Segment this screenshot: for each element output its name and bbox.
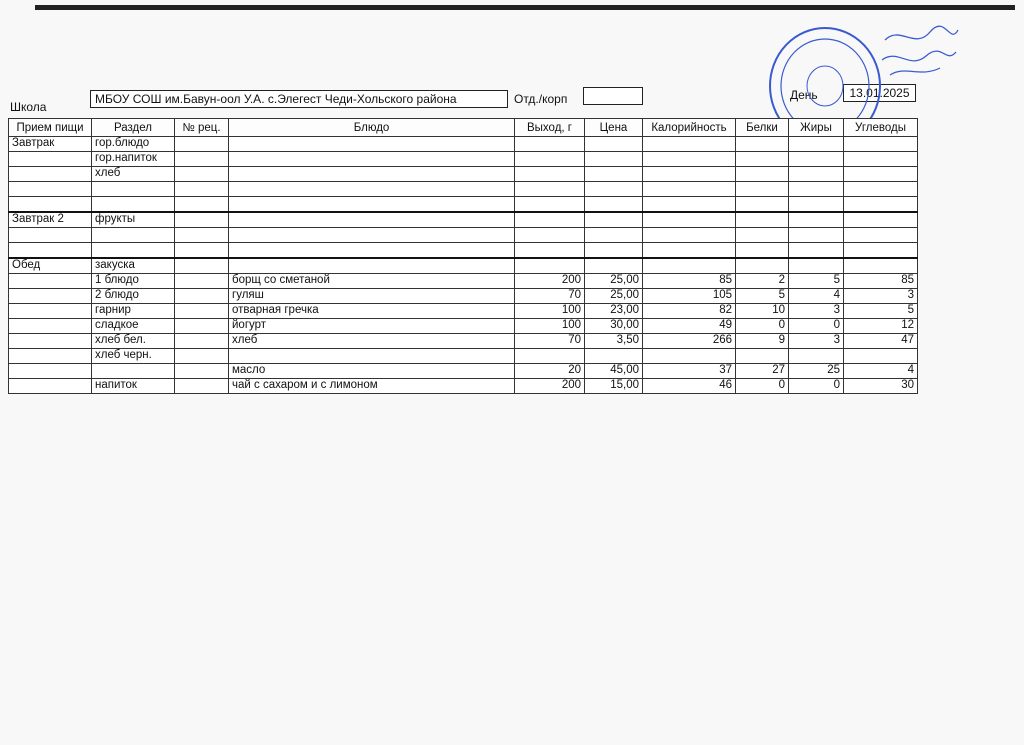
cell-meal [9, 182, 92, 197]
cell-meal [9, 274, 92, 289]
cell-price [585, 167, 643, 182]
cell-out: 70 [515, 289, 585, 304]
cell-cal: 37 [643, 364, 736, 379]
cell-rec [175, 364, 229, 379]
cell-meal [9, 319, 92, 334]
col-section: Раздел [92, 119, 175, 137]
table-row [9, 197, 918, 213]
cell-section: гор.напиток [92, 152, 175, 167]
cell-dish [229, 197, 515, 213]
cell-cal: 105 [643, 289, 736, 304]
menu-table [8, 118, 918, 394]
cell-prot: 27 [736, 364, 789, 379]
cell-section [92, 182, 175, 197]
cell-fat [789, 243, 844, 259]
signature-icon [880, 20, 960, 80]
cell-fat [789, 167, 844, 182]
cell-out [515, 167, 585, 182]
cell-price [585, 197, 643, 213]
cell-carb [844, 137, 918, 152]
cell-dish [229, 212, 515, 228]
cell-out: 100 [515, 319, 585, 334]
cell-fat: 5 [789, 274, 844, 289]
cell-carb [844, 212, 918, 228]
cell-rec [175, 152, 229, 167]
cell-cal [643, 197, 736, 213]
cell-cal [643, 228, 736, 243]
cell-prot [736, 182, 789, 197]
cell-dish: йогурт [229, 319, 515, 334]
table-row [9, 364, 918, 379]
scan-top-edge [35, 5, 1015, 10]
table-row [9, 289, 918, 304]
cell-rec [175, 243, 229, 259]
cell-out [515, 349, 585, 364]
cell-dish [229, 228, 515, 243]
cell-prot [736, 167, 789, 182]
table-row [9, 137, 918, 152]
cell-section: напиток [92, 379, 175, 394]
cell-fat: 3 [789, 304, 844, 319]
cell-price: 25,00 [585, 274, 643, 289]
cell-price: 25,00 [585, 289, 643, 304]
cell-fat [789, 228, 844, 243]
cell-meal [9, 379, 92, 394]
cell-dish [229, 152, 515, 167]
cell-cal [643, 182, 736, 197]
table-row [9, 167, 918, 182]
cell-carb [844, 152, 918, 167]
cell-prot: 0 [736, 379, 789, 394]
cell-carb: 12 [844, 319, 918, 334]
table-row [9, 228, 918, 243]
cell-cal: 85 [643, 274, 736, 289]
cell-carb [844, 243, 918, 259]
cell-fat [789, 349, 844, 364]
cell-prot [736, 212, 789, 228]
cell-prot: 0 [736, 319, 789, 334]
cell-meal: Завтрак [9, 137, 92, 152]
cell-meal [9, 304, 92, 319]
school-name-field: МБОУ СОШ им.Бавун-оол У.А. с.Элегест Чеди-Хольского района [90, 90, 508, 108]
cell-out [515, 197, 585, 213]
cell-section: 2 блюдо [92, 289, 175, 304]
cell-rec [175, 228, 229, 243]
cell-fat [789, 258, 844, 274]
col-meal: Прием пищи [9, 119, 92, 137]
cell-out: 70 [515, 334, 585, 349]
table-row [9, 319, 918, 334]
cell-rec [175, 334, 229, 349]
cell-meal [9, 228, 92, 243]
cell-section: хлеб [92, 167, 175, 182]
cell-out [515, 152, 585, 167]
cell-carb: 3 [844, 289, 918, 304]
table-row [9, 304, 918, 319]
day-label: День [790, 88, 818, 102]
cell-rec [175, 197, 229, 213]
cell-carb: 30 [844, 379, 918, 394]
col-calories: Калорийность [643, 119, 736, 137]
cell-dish [229, 182, 515, 197]
cell-price [585, 182, 643, 197]
col-price: Цена [585, 119, 643, 137]
cell-prot [736, 349, 789, 364]
table-row [9, 334, 918, 349]
cell-price [585, 212, 643, 228]
school-label: Школа [10, 100, 47, 114]
cell-dish [229, 258, 515, 274]
cell-prot: 2 [736, 274, 789, 289]
cell-out [515, 212, 585, 228]
cell-fat: 0 [789, 319, 844, 334]
cell-dish [229, 243, 515, 259]
cell-dish: хлеб [229, 334, 515, 349]
cell-fat [789, 212, 844, 228]
cell-out [515, 258, 585, 274]
cell-dish: гуляш [229, 289, 515, 304]
cell-fat: 3 [789, 334, 844, 349]
dept-field [583, 87, 643, 105]
cell-section: 1 блюдо [92, 274, 175, 289]
cell-cal: 266 [643, 334, 736, 349]
cell-cal [643, 349, 736, 364]
cell-price [585, 152, 643, 167]
cell-dish: чай с сахаром и с лимоном [229, 379, 515, 394]
cell-out: 20 [515, 364, 585, 379]
cell-dish: отварная гречка [229, 304, 515, 319]
cell-price [585, 258, 643, 274]
cell-prot [736, 243, 789, 259]
cell-fat: 25 [789, 364, 844, 379]
cell-fat [789, 137, 844, 152]
table-row [9, 152, 918, 167]
table-row [9, 274, 918, 289]
cell-cal [643, 212, 736, 228]
cell-cal: 46 [643, 379, 736, 394]
cell-prot [736, 258, 789, 274]
cell-carb: 5 [844, 304, 918, 319]
col-dish: Блюдо [229, 119, 515, 137]
cell-out: 200 [515, 379, 585, 394]
cell-section: закуска [92, 258, 175, 274]
cell-rec [175, 258, 229, 274]
cell-carb: 4 [844, 364, 918, 379]
cell-prot: 10 [736, 304, 789, 319]
cell-price: 45,00 [585, 364, 643, 379]
cell-section [92, 197, 175, 213]
cell-dish [229, 349, 515, 364]
cell-rec [175, 167, 229, 182]
cell-out: 200 [515, 274, 585, 289]
cell-rec [175, 349, 229, 364]
cell-cal [643, 258, 736, 274]
cell-rec [175, 319, 229, 334]
table-header-row [9, 119, 918, 137]
cell-fat [789, 152, 844, 167]
cell-section: хлеб черн. [92, 349, 175, 364]
cell-meal [9, 167, 92, 182]
cell-cal [643, 152, 736, 167]
cell-fat: 0 [789, 379, 844, 394]
cell-cal [643, 167, 736, 182]
cell-section: фрукты [92, 212, 175, 228]
cell-meal: Обед [9, 258, 92, 274]
col-fat: Жиры [789, 119, 844, 137]
cell-rec [175, 182, 229, 197]
cell-fat [789, 182, 844, 197]
cell-section [92, 243, 175, 259]
cell-dish: борщ со сметаной [229, 274, 515, 289]
cell-section [92, 228, 175, 243]
dept-label: Отд./корп [514, 92, 568, 106]
cell-price [585, 243, 643, 259]
cell-section: сладкое [92, 319, 175, 334]
cell-meal [9, 197, 92, 213]
cell-carb [844, 167, 918, 182]
cell-carb: 85 [844, 274, 918, 289]
cell-section: хлеб бел. [92, 334, 175, 349]
cell-prot [736, 197, 789, 213]
cell-price [585, 137, 643, 152]
cell-out [515, 137, 585, 152]
cell-out [515, 182, 585, 197]
cell-meal [9, 152, 92, 167]
cell-meal [9, 364, 92, 379]
table-row [9, 379, 918, 394]
cell-out [515, 228, 585, 243]
cell-price: 15,00 [585, 379, 643, 394]
cell-prot [736, 137, 789, 152]
cell-price [585, 349, 643, 364]
cell-section: гарнир [92, 304, 175, 319]
cell-meal [9, 349, 92, 364]
cell-price [585, 228, 643, 243]
cell-carb [844, 182, 918, 197]
cell-dish [229, 167, 515, 182]
cell-out [515, 243, 585, 259]
cell-meal [9, 289, 92, 304]
table-row [9, 258, 918, 274]
cell-carb [844, 197, 918, 213]
table-row [9, 212, 918, 228]
cell-cal [643, 243, 736, 259]
cell-section [92, 364, 175, 379]
cell-fat: 4 [789, 289, 844, 304]
cell-prot: 9 [736, 334, 789, 349]
col-output: Выход, г [515, 119, 585, 137]
cell-prot: 5 [736, 289, 789, 304]
cell-rec [175, 304, 229, 319]
cell-prot [736, 228, 789, 243]
col-recipe: № рец. [175, 119, 229, 137]
cell-rec [175, 137, 229, 152]
cell-cal: 82 [643, 304, 736, 319]
table-row [9, 182, 918, 197]
cell-carb [844, 258, 918, 274]
cell-dish [229, 137, 515, 152]
cell-carb: 47 [844, 334, 918, 349]
cell-prot [736, 152, 789, 167]
table-row [9, 243, 918, 259]
cell-dish: масло [229, 364, 515, 379]
date-field: 13.01.2025 [843, 84, 916, 102]
col-carbs: Углеводы [844, 119, 918, 137]
cell-rec [175, 379, 229, 394]
table-row [9, 349, 918, 364]
cell-price: 3,50 [585, 334, 643, 349]
cell-meal [9, 243, 92, 259]
cell-fat [789, 197, 844, 213]
cell-carb [844, 349, 918, 364]
cell-cal: 49 [643, 319, 736, 334]
cell-meal: Завтрак 2 [9, 212, 92, 228]
cell-rec [175, 274, 229, 289]
cell-carb [844, 228, 918, 243]
col-protein: Белки [736, 119, 789, 137]
cell-price: 23,00 [585, 304, 643, 319]
cell-section: гор.блюдо [92, 137, 175, 152]
cell-out: 100 [515, 304, 585, 319]
cell-meal [9, 334, 92, 349]
cell-rec [175, 212, 229, 228]
cell-price: 30,00 [585, 319, 643, 334]
cell-cal [643, 137, 736, 152]
cell-rec [175, 289, 229, 304]
